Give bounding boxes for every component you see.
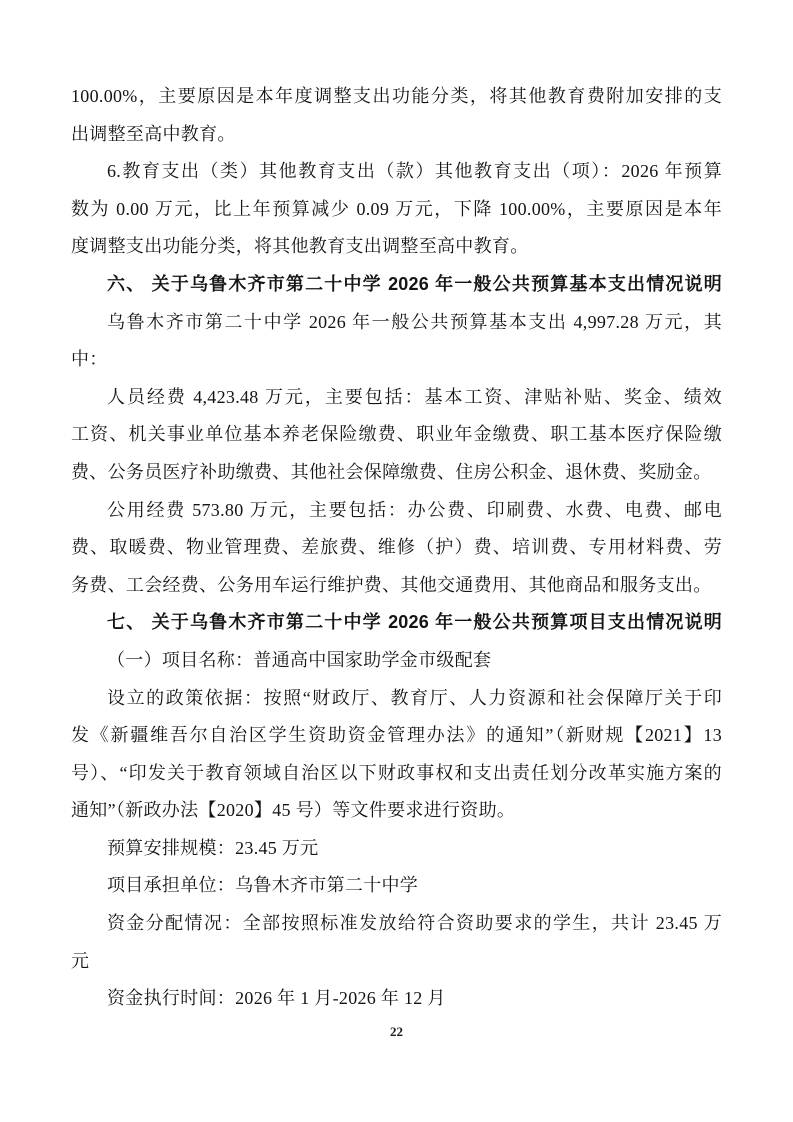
paragraph-line: 度调整支出功能分类，将其他教育支出调整至高中教育。 <box>71 236 529 257</box>
paragraph-line: 预算安排规模：23.45 万元 <box>107 837 319 858</box>
paragraph-line: 中： <box>71 349 108 370</box>
paragraph-line: 人员经费 4,423.48 万元，主要包括：基本工资、津贴补贴、奖金、绩效 <box>107 386 722 407</box>
paragraph-line: 务费、工会经费、公务用车运行维护费、其他交通费用、其他商品和服务支出。 <box>71 574 712 595</box>
page-number: 22 <box>390 1024 403 1039</box>
paragraph-line: 费、取暖费、物业管理费、差旅费、维修（护）费、培训费、专用材料费、劳 <box>71 537 722 558</box>
section-6-heading: 六、 关于乌鲁木齐市第二十中学 2026 年一般公共预算基本支出情况说明 <box>107 273 722 294</box>
paragraph-line: 发《新疆维吾尔自治区学生资助资金管理办法》的通知”（新财规【2021】13 <box>71 725 722 746</box>
paragraph-line: 通知”（新政办法【2020】45 号）等文件要求进行资助。 <box>71 800 516 821</box>
paragraph-line: 6.教育支出（类）其他教育支出（款）其他教育支出（项）：2026 年预算 <box>107 161 722 182</box>
paragraph-line: 乌鲁木齐市第二十中学 2026 年一般公共预算基本支出 4,997.28 万元，其 <box>107 311 722 332</box>
paragraph-line: （一）项目名称：普通高中国家助学金市级配套 <box>107 649 492 670</box>
paragraph-line: 资金分配情况：全部按照标准发放给符合资助要求的学生，共计 23.45 万 <box>107 913 722 934</box>
paragraph-line: 公用经费 573.80 万元，主要包括：办公费、印刷费、水费、电费、邮电 <box>107 499 722 520</box>
paragraph-line: 100.00%，主要原因是本年度调整支出功能分类，将其他教育费附加安排的支 <box>71 86 722 106</box>
paragraph-line: 出调整至高中教育。 <box>71 123 236 144</box>
paragraph-line: 工资、机关事业单位基本养老保险缴费、职业年金缴费、职工基本医疗保险缴 <box>71 424 722 445</box>
paragraph-line: 号）、“印发关于教育领域自治区以下财政事权和支出责任划分改革实施方案的 <box>71 762 722 783</box>
paragraph-line: 元 <box>71 950 90 971</box>
paragraph-line: 资金执行时间：2026 年 1 月-2026 年 12 月 <box>107 988 446 1009</box>
paragraph-line: 费、公务员医疗补助缴费、其他社会保障缴费、住房公积金、退休费、奖励金。 <box>71 461 712 482</box>
document-body <box>71 78 722 1018</box>
section-7-heading: 七、 关于乌鲁木齐市第二十中学 2026 年一般公共预算项目支出情况说明 <box>107 612 722 633</box>
paragraph-line: 设立的政策依据：按照“财政厅、教育厅、人力资源和社会保障厅关于印 <box>107 687 722 708</box>
paragraph-line: 数为 0.00 万元，比上年预算减少 0.09 万元，下降 100.00%，主要原因是本年 <box>71 198 722 219</box>
paragraph-line: 项目承担单位：乌鲁木齐市第二十中学 <box>107 875 419 896</box>
